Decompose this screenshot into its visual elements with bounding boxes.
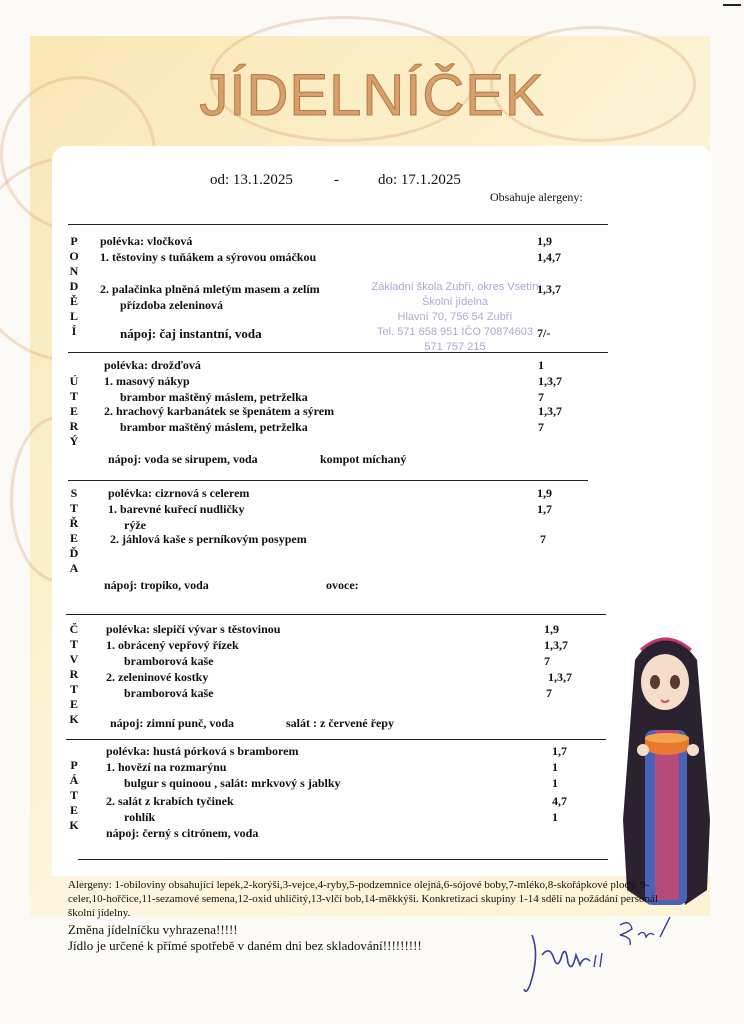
- girl-illustration-icon: [615, 620, 715, 910]
- margin-mark: [723, 4, 741, 6]
- menu-line: 1. těstoviny s tuňákem a sýrovou omáčkou: [100, 250, 317, 264]
- day-label-thursday: Č T V R T E K: [69, 622, 79, 726]
- menu-line: přízdoba zeleninová: [120, 298, 224, 312]
- menu-line: 2. palačinka plněná mletým masem a zelím: [100, 282, 320, 296]
- menu-change-notice: Změna jídelníčku vyhrazena!!!!!: [68, 922, 238, 937]
- school-stamp: Základní škola Zubří, okres Vsetín Školní jídelna Hlavní 70, 756 54 Zubří Tel. 571 658 951 IČO 70874603 571 757 215: [371, 281, 539, 353]
- signature-icon: [520, 915, 690, 1005]
- allergen-value: 1,3,7: [548, 670, 572, 684]
- menu-line: nápoj: tropiko, voda: [104, 578, 209, 592]
- menu-line: 1. obrácený vepřový řízek: [106, 638, 239, 652]
- menu-line: nápoj: černý s citrónem, voda: [106, 826, 259, 840]
- date-to: do: 17.1.2025: [378, 172, 461, 188]
- day-label-wednesday: S T Ř E Ď A: [69, 486, 79, 575]
- allergen-value: 1: [552, 760, 558, 774]
- menu-line: polévka: vločková: [100, 234, 193, 248]
- allergen-value: 1: [538, 358, 544, 372]
- allergen-value: 1: [552, 810, 558, 824]
- menu-line: 2. salát z krabích tyčinek: [106, 794, 234, 808]
- menu-line: 1. hovězí na rozmarýnu: [106, 760, 227, 774]
- allergen-value: 4,7: [552, 794, 567, 808]
- day-label-tuesday: Ú T E R Ý: [69, 374, 79, 448]
- page-title: JÍDELNÍČEK: [199, 63, 545, 128]
- menu-line: 2. zeleninové kostky: [106, 670, 209, 684]
- allergen-value: 1: [552, 776, 558, 790]
- allergen-value: 1,9: [537, 234, 552, 248]
- consumption-notice: Jídlo je určené k přímé spotřebě v daném dni bez skladování!!!!!!!!!: [68, 938, 422, 953]
- allergen-value: 1,4,7: [537, 250, 561, 264]
- allergen-value: 1,3,7: [537, 282, 561, 296]
- day-label-monday: P O N D Ě L Í: [69, 234, 79, 338]
- allergen-column-header: Obsahuje alergeny:: [490, 190, 583, 204]
- allergen-value: 1,9: [537, 486, 552, 500]
- menu-line: nápoj: voda se sirupem, voda: [108, 452, 258, 466]
- menu-line: 1. barevné kuřecí nudličky: [108, 502, 245, 516]
- menu-line: 2. jáhlová kaše s perníkovým posypem: [110, 532, 307, 546]
- menu-line: bramborová kaše: [124, 686, 214, 700]
- divider: [68, 224, 608, 225]
- menu-line: rohlík: [124, 810, 156, 824]
- divider: [66, 739, 606, 740]
- menu-line: bramborová kaše: [124, 654, 214, 668]
- allergen-legend: Alergeny: 1-obiloviny obsahující lepek,2-korýši,3-vejce,4-ryby,5-podzemnice olejná,6-sójové boby,7-mléko,8-skořápkové plody, 9-celer,10-hořčice,11-sezamové semena,12-oxid uhličitý,13-vlčí bob,14-měkkýši. Konkretizaci skupiny 1-14 sdělí na požádání personál školní jídelny.: [68, 879, 658, 919]
- allergen-value: 7: [544, 654, 550, 668]
- menu-line: 2. hrachový karbanátek se špenátem a sýrem: [104, 404, 335, 418]
- date-from: od: 13.1.2025: [210, 172, 293, 188]
- allergen-value: 1,7: [537, 502, 552, 516]
- date-dash: -: [334, 172, 339, 188]
- allergen-value: 1,3,7: [538, 404, 562, 418]
- menu-line: bulgur s quinoou , salát: mrkvový s jablky: [124, 776, 341, 790]
- allergen-value: 7: [538, 390, 544, 404]
- menu-line: polévka: drožďová: [104, 358, 201, 372]
- allergen-value: 7/-: [537, 326, 551, 340]
- menu-line: nápoj: zimní punč, voda: [110, 716, 235, 730]
- menu-line: nápoj: čaj instantní, voda: [120, 326, 262, 341]
- divider: [66, 614, 606, 615]
- menu-line: rýže: [124, 518, 146, 532]
- allergen-value: 1,9: [544, 622, 559, 636]
- allergen-value: 7: [538, 420, 544, 434]
- day-label-friday: P Á T E K: [69, 758, 79, 832]
- menu-line: 1. masový nákyp: [104, 374, 190, 388]
- allergen-value: 1,3,7: [538, 374, 562, 388]
- menu-line: polévka: cizrnová s celerem: [108, 486, 250, 500]
- allergen-value: 1,3,7: [544, 638, 568, 652]
- allergen-value: 7: [546, 686, 552, 700]
- menu-line: kompot míchaný: [320, 452, 407, 466]
- menu-line: salát : z červené řepy: [286, 716, 394, 730]
- menu-line: brambor maštěný máslem, petrželka: [120, 420, 308, 434]
- allergen-value: 7: [540, 532, 546, 546]
- menu-line: brambor maštěný máslem, petrželka: [120, 390, 308, 404]
- allergen-value: 1,7: [552, 744, 567, 758]
- menu-line: ovoce:: [326, 578, 359, 592]
- menu-line: polévka: slepičí vývar s těstovinou: [106, 622, 281, 636]
- divider: [78, 859, 608, 860]
- divider: [68, 480, 588, 481]
- menu-line: polévka: hustá pórková s bramborem: [106, 744, 299, 758]
